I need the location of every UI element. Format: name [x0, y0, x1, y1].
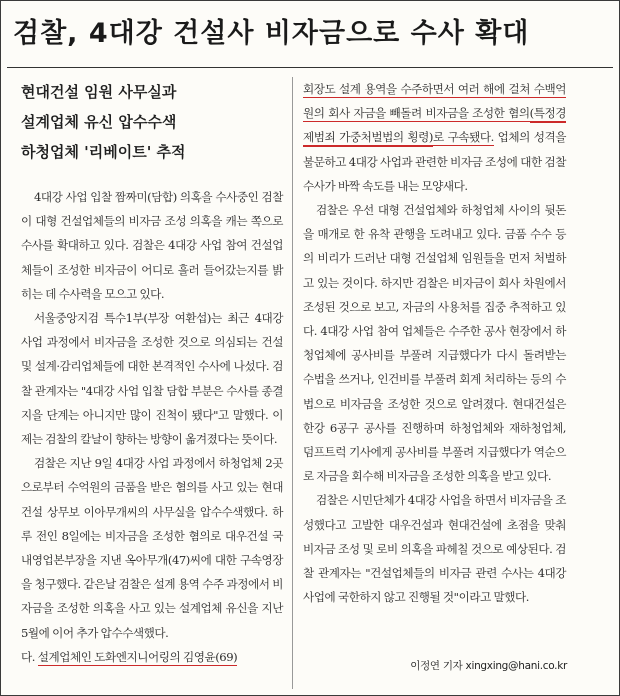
right-column [303, 77, 566, 609]
headline: 검찰, 4대강 건설사 비자금으로 수사 확대 [13, 18, 530, 49]
underlined-text: 회장도 설계 용역을 수주하면서 여러 해에 걸쳐 수백억원의 회사 자금을 빼돌려 비자금을 조성한 혐의 [303, 82, 566, 121]
underlined-text: (특정경제범죄 가중처벌법의 횡령) [303, 106, 566, 147]
subheading: 설계업체 유신 압수수색 [21, 113, 177, 131]
paragraph-text: 업체의 성격을 불문하고 4대강 사업과 관련한 비자금 조성에 대한 검찰 수사가 바짝 속도를 내는 모양새다. [303, 130, 566, 193]
headline-rule [7, 67, 613, 68]
article-paragraph: 검찰은 우선 대형 건설업체와 하청업체 사이의 뒷돈을 매개로 한 유착 관행을 도려내고 있다. 금품 수수 등의 비리가 드러난 대형 건설업체 임원들을 먼저 처벌하고 있는 것이다. 하지만 검찰은 비자금이 회사 차원에서 조성된 것으로 보고, 자금의 사용처를 집중 추적하고 있다. 4대강 사업 참여 업체들은 수주한 공사 현장에서 하청업체에 공사비를 부풀려 지급했다가 다시 돌려받는 수법을 쓰거나, 인건비를 부풀려 회계 처리하는 등의 수법으로 비자금을 조성한 것으로 알려졌다. 현대건설은 한강 6공구 공사를 진행하며 하청업체와 재하청업체, 덤프트럭 기사에게 공사비를 부풀려 지급했다가 역순으로 자금을 회수해 비자금을 조성한 의혹을 받고 있다. [303, 203, 566, 484]
left-column [21, 77, 283, 669]
article-paragraph-continued [303, 77, 566, 198]
subheading: 현대건설 임원 사무실과 [21, 83, 177, 101]
article-paragraph: 검찰은 시민단체가 4대강 사업을 하면서 비자금을 조성했다고 고발한 대우건설과 현대건설에 초점을 맞춰 비자금 조성 및 로비 의혹을 파헤칠 것으로 예상된다. 검찰 관계자는 "건설업체들의 비자금 관련 수사는 4대강 사업에 국한하지 않고 진행될 것"이라고 말했다. [303, 493, 566, 605]
column-divider [292, 77, 293, 689]
paragraph-text: 다. [21, 649, 38, 664]
byline: 이정연 기자 xingxing@hani.co.kr [410, 660, 567, 672]
underlined-text: 설계업체인 도화엔지니어링의 김영윤(69) [37, 649, 238, 664]
subheadings [21, 77, 283, 167]
subheading: 하청업체 '리베이트' 추적 [21, 143, 186, 161]
article-paragraph: 4대강 사업 입찰 짬짜미(담합) 의혹을 수사중인 검찰이 대형 건설업체들의 비자금 조성 의혹을 캐는 쪽으로 수사를 확대하고 있다. 검찰은 4대강 사업 참여 건설업체들이 조성한 비자금이 어디로 흘러 들어갔는지를 밝히는 데 수사력을 모으고 있다. [21, 190, 283, 301]
article-paragraph: 서울중앙지검 특수1부(부장 여환섭)는 최근 4대강 사업 과정에서 비자금을 조성한 것으로 의심되는 건설 및 설계·감리업체들에 대한 본격적인 수사에 나섰다. 검찰 관계자는 "4대강 사업 입찰 담합 부분은 수사를 종결지을 단계는 아니지만 많이 진척이 됐다"고 말했다. 이제는 검찰의 칼날이 향하는 방향이 옮겨졌다는 뜻이다. [21, 311, 283, 447]
article-paragraph-continued [21, 645, 283, 669]
article-paragraph: 검찰은 지난 9일 4대강 사업 과정에서 하청업체 2곳으로부터 수억원의 금품을 받은 혐의를 사고 있는 현대건설 상무보 이아무개씨의 사무실을 압수수색했다. 하루 전인 8일에는 비자금을 조성한 혐의로 대우건설 국내영업본부장을 지낸 옥아무개(47)씨에 대한 구속영장을 청구했다. 같은날 검찰은 설계 용역 수주 과정에서 비자금을 조성한 의혹을 사고 있는 설계업체 유신을 지난 5월에 이어 추가 압수수색했다. [21, 456, 283, 640]
underlined-text: 로 구속됐다. [433, 130, 494, 145]
